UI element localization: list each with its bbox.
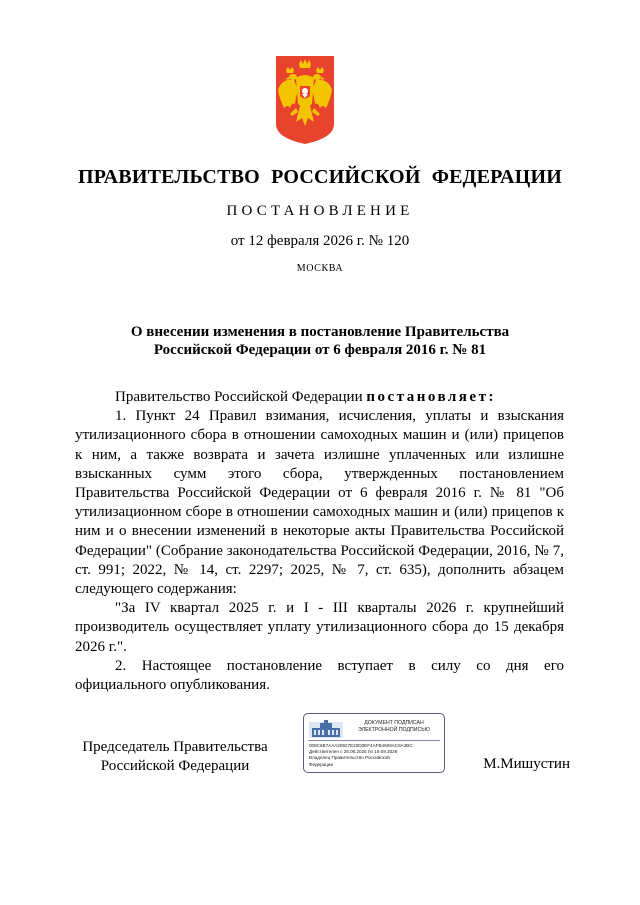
coat-of-arms-icon [276,56,334,144]
subject-line-1: О внесении изменения в постановление Правительства [130,324,510,340]
document-body [75,388,564,695]
quoted-paragraph: "За IV квартал 2025 г. и I - III кварталы 2026 г. крупнейший производитель осуществляет уплату утилизационного сбора до 15 декабря 2026 г.". [75,600,564,655]
signatory-name: М.Мишустин [483,756,570,772]
signatory-position-line-2: Российской Федерации [100,758,250,774]
paragraph-2: 2. Настоящее постановление вступает в силу со дня его официального опубликования. [75,657,564,694]
stamp-title-line-1: ДОКУМЕНТ ПОДПИСАН [364,720,424,726]
paragraph-1: 1. Пункт 24 Правил взимания, исчисления, уплаты и взыскания утилизационного сбора в отношении самоходных машин и (или) прицепов к ним, а также возврата и зачета излишне уплаченных или излишне взысканных сумм этого сбора, утвержденных постановлением Правительства Российской Федерации от 6 февраля 2016 г. № 81 "Об утилизационном сборе в отношении самоходных машин и (или) прицепов к ним и о внесении изменений в некоторые акты Правительства Российской Федерации" (Собрание законодательства Российской Федерации, 2016, № 7, ст. 991; 2022, № 14, ст. 2297; 2025, № 7, ст. 635), дополнить абзацем следующего содержания: [75,408,564,598]
stamp-owner-line-1: Владелец Правительство Российской [309,755,390,761]
stamp-details [309,743,441,768]
intro-paragraph [75,388,564,407]
stamp-owner-line-2: Федерации [309,761,334,767]
government-building-icon [308,719,344,739]
intro-prefix: Правительство Российской Федерации [115,389,367,405]
stamp-title-line-2: ЭЛЕКТРОННОЙ ПОДПИСЬЮ [358,726,430,733]
stamp-validity: Действителен с 26.06.2025 по 19.09.2026 [309,749,398,755]
stamp-serial: 008C6B7AAA20927E20D0EF4AFB4669AC8A3BC [309,743,413,748]
stamp-title [346,720,442,733]
signatory-position-line-1: Председатель Правительства [82,739,268,755]
electronic-signature-stamp [303,713,445,773]
document-type: ПОСТАНОВЛЕНИЕ [226,203,414,219]
subject-line-2: Российской Федерации от 6 февраля 2016 г. № 81 [153,342,487,358]
decree-word: постановляет: [366,389,496,405]
government-title: ПРАВИТЕЛЬСТВО РОССИЙСКОЙ ФЕДЕРАЦИИ [78,166,562,188]
document-date-number: от 12 февраля 2026 г. № 120 [230,233,410,249]
document-city: МОСКВА [296,263,344,274]
signatory-position [75,738,275,776]
document-subject [100,323,540,359]
stamp-divider [308,740,440,741]
